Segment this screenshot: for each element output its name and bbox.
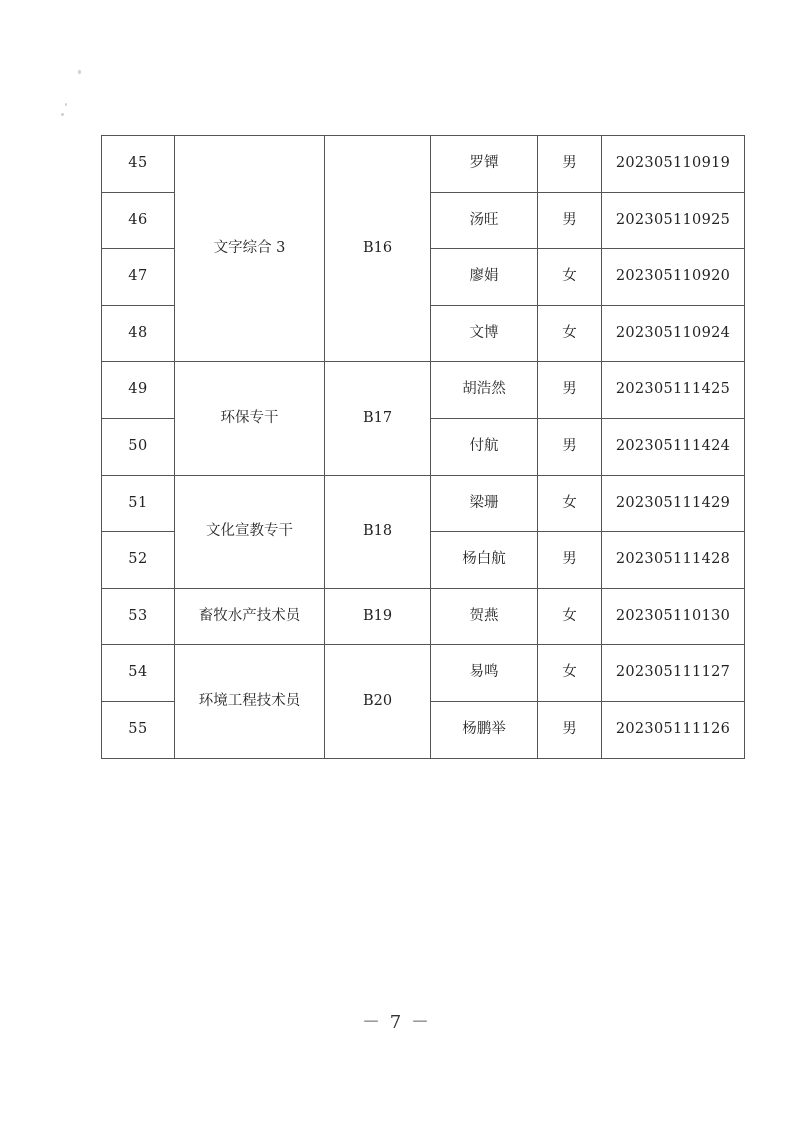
exam-number: 202305110924 [602,305,745,362]
candidate-gender: 男 [538,192,602,249]
exam-number: 202305111126 [602,701,745,758]
sequence-number: 54 [102,645,175,702]
scan-speck [78,70,81,74]
position-code: B20 [325,645,431,758]
candidate-name: 付航 [431,418,538,475]
exam-number: 202305110920 [602,249,745,306]
sequence-number: 48 [102,305,175,362]
candidate-name: 廖娟 [431,249,538,306]
sequence-number: 52 [102,532,175,589]
exam-number: 202305111429 [602,475,745,532]
sequence-number: 50 [102,418,175,475]
candidate-gender: 女 [538,645,602,702]
exam-number: 202305111424 [602,418,745,475]
candidate-name: 易鸣 [431,645,538,702]
table-row [102,136,745,193]
candidate-name: 贺燕 [431,588,538,645]
position-code: B19 [325,588,431,645]
position-code: B18 [325,475,431,588]
candidate-name: 汤旺 [431,192,538,249]
candidate-gender: 女 [538,475,602,532]
table-row [102,362,745,419]
scan-speck [65,103,67,106]
sequence-number: 49 [102,362,175,419]
exam-number: 202305110925 [602,192,745,249]
candidate-name: 罗镡 [431,136,538,193]
candidate-gender: 男 [538,136,602,193]
table-row [102,588,745,645]
candidate-name: 胡浩然 [431,362,538,419]
table-row [102,645,745,702]
position-name: 环保专干 [175,362,325,475]
exam-number: 202305111425 [602,362,745,419]
candidate-name: 杨鹏举 [431,701,538,758]
candidate-gender: 男 [538,362,602,419]
position-name: 畜牧水产技术员 [175,588,325,645]
exam-number: 202305110130 [602,588,745,645]
exam-number: 202305110919 [602,136,745,193]
candidate-gender: 男 [538,701,602,758]
candidate-name: 梁珊 [431,475,538,532]
sequence-number: 55 [102,701,175,758]
sequence-number: 45 [102,136,175,193]
sequence-number: 51 [102,475,175,532]
candidate-gender: 女 [538,305,602,362]
candidate-gender: 男 [538,418,602,475]
position-name: 文化宣教专干 [175,475,325,588]
scan-speck [61,113,64,116]
candidate-name: 文博 [431,305,538,362]
page-number: － 7 － [362,1012,431,1033]
candidate-gender: 女 [538,588,602,645]
position-name: 环境工程技术员 [175,645,325,758]
candidate-name: 杨白航 [431,532,538,589]
exam-number: 202305111127 [602,645,745,702]
position-code: B16 [325,136,431,362]
sequence-number: 53 [102,588,175,645]
exam-number: 202305111428 [602,532,745,589]
table-row [102,475,745,532]
position-name: 文字综合 3 [175,136,325,362]
sequence-number: 47 [102,249,175,306]
candidate-gender: 女 [538,249,602,306]
candidate-table [101,135,745,759]
position-code: B17 [325,362,431,475]
sequence-number: 46 [102,192,175,249]
candidate-gender: 男 [538,532,602,589]
